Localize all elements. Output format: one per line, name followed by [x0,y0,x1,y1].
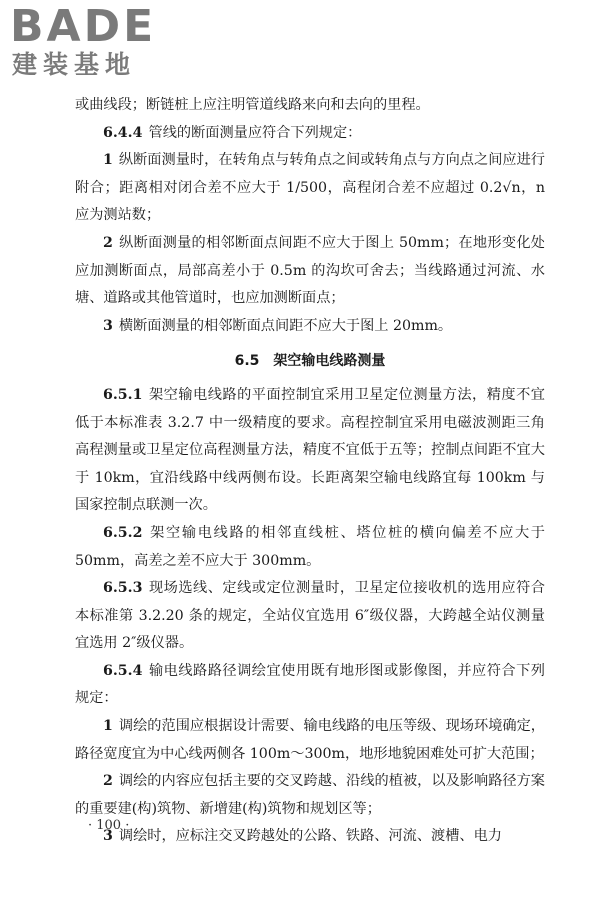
clause-paragraph [75,520,545,575]
item-number: 3 [103,828,113,845]
list-item [75,768,545,823]
paragraph-text: 输电线路路径调绘宜使用既有地形图或影像图，并应符合下列规定： [75,662,545,707]
list-item [75,713,545,768]
list-item [75,147,545,230]
paragraph-text: 横断面测量的相邻断面点间距不应大于图上 20mm。 [118,317,453,334]
item-number: 2 [103,773,113,790]
item-number: 1 [103,152,113,169]
clause-paragraph [75,658,545,713]
clause-number: 6.5.2 [103,524,143,541]
section-title: 6.5 架空输电线路测量 [234,353,386,370]
paragraph: 或曲线段；断链桩上应注明管道线路来向和去向的里程。 [75,97,430,113]
paragraph-text: 纵断面测量的相邻断面点间距不应大于图上 50mm；在地形变化处应加测断面点，局部高差小于 0.5m 的沟坎可舍去；当线路通过河流、水塘、道路或其他管道时，也应加测断面点； [75,234,545,307]
logo-word: BADE [10,1,157,52]
paragraph-text: 调绘的范围应根据设计需要、输电线路的电压等级、现场环境确定，路径宽度宜为中心线两侧各 100m～300m，地形地貌困难处可扩大范围； [75,718,545,762]
paragraph-text: 管线的断面测量应符合下列规定： [148,124,362,141]
item-number: 1 [103,718,113,735]
paragraph-text: 现场选线、定线或定位测量时，卫星定位接收机的选用应符合本标准第 3.2.20 条的规定，全站仪宜选用 6″级仪器，大跨越全站仪测量宜选用 2″级仪器。 [75,580,545,652]
list-item [75,313,545,341]
bade-logo [10,1,180,90]
paragraph-text: 架空输电线路的相邻直线桩、塔位桩的横向偏差不应大于 50mm，高差之差不应大于 300mm。 [75,524,545,569]
list-item [75,823,545,851]
item-number: 3 [103,317,113,334]
clause-number: 6.4.4 [103,124,143,141]
paragraph-text: 架空输电线路的平面控制宜采用卫星定位测量方法，精度不宜低于本标准表 3.2.7 中一级精度的要求。高程控制宜采用电磁波测距三角高程测量或卫星定位高程测量方法，精度不宜低于五等；控制点间距不宜大于 10km，宜沿线路中线两侧布设。长距离架空输电线路宜每 100km 与国家控制点联测一次。 [75,386,545,514]
clause-paragraph [75,382,545,520]
clause-number: 6.5.1 [103,386,143,403]
paragraph-text: 调绘时，应标注交叉跨越处的公路、铁路、河流、渡槽、电力 [118,828,502,845]
paragraph-text: 纵断面测量时，在转角点与转角点之间或转角点与方向点之间应进行附合；距离相对闭合差不应大于 1/500，高程闭合差不应超过 0.2√n，n 应为测站数； [75,152,545,224]
item-number: 2 [103,234,113,251]
logo-subtitle: 建装基地 [12,50,137,79]
clause-paragraph [75,120,545,148]
page-body [75,92,545,851]
paragraph-text: 调绘的内容应包括主要的交叉跨越、沿线的植被，以及影响路径方案的重要建(构)筑物、新增建(构)筑物和规划区等； [75,773,545,817]
page-number: · 100 · [88,818,130,833]
clause-number: 6.5.3 [103,580,143,597]
list-item [75,230,545,313]
clause-paragraph [75,575,545,658]
clause-number: 6.5.4 [103,662,143,679]
